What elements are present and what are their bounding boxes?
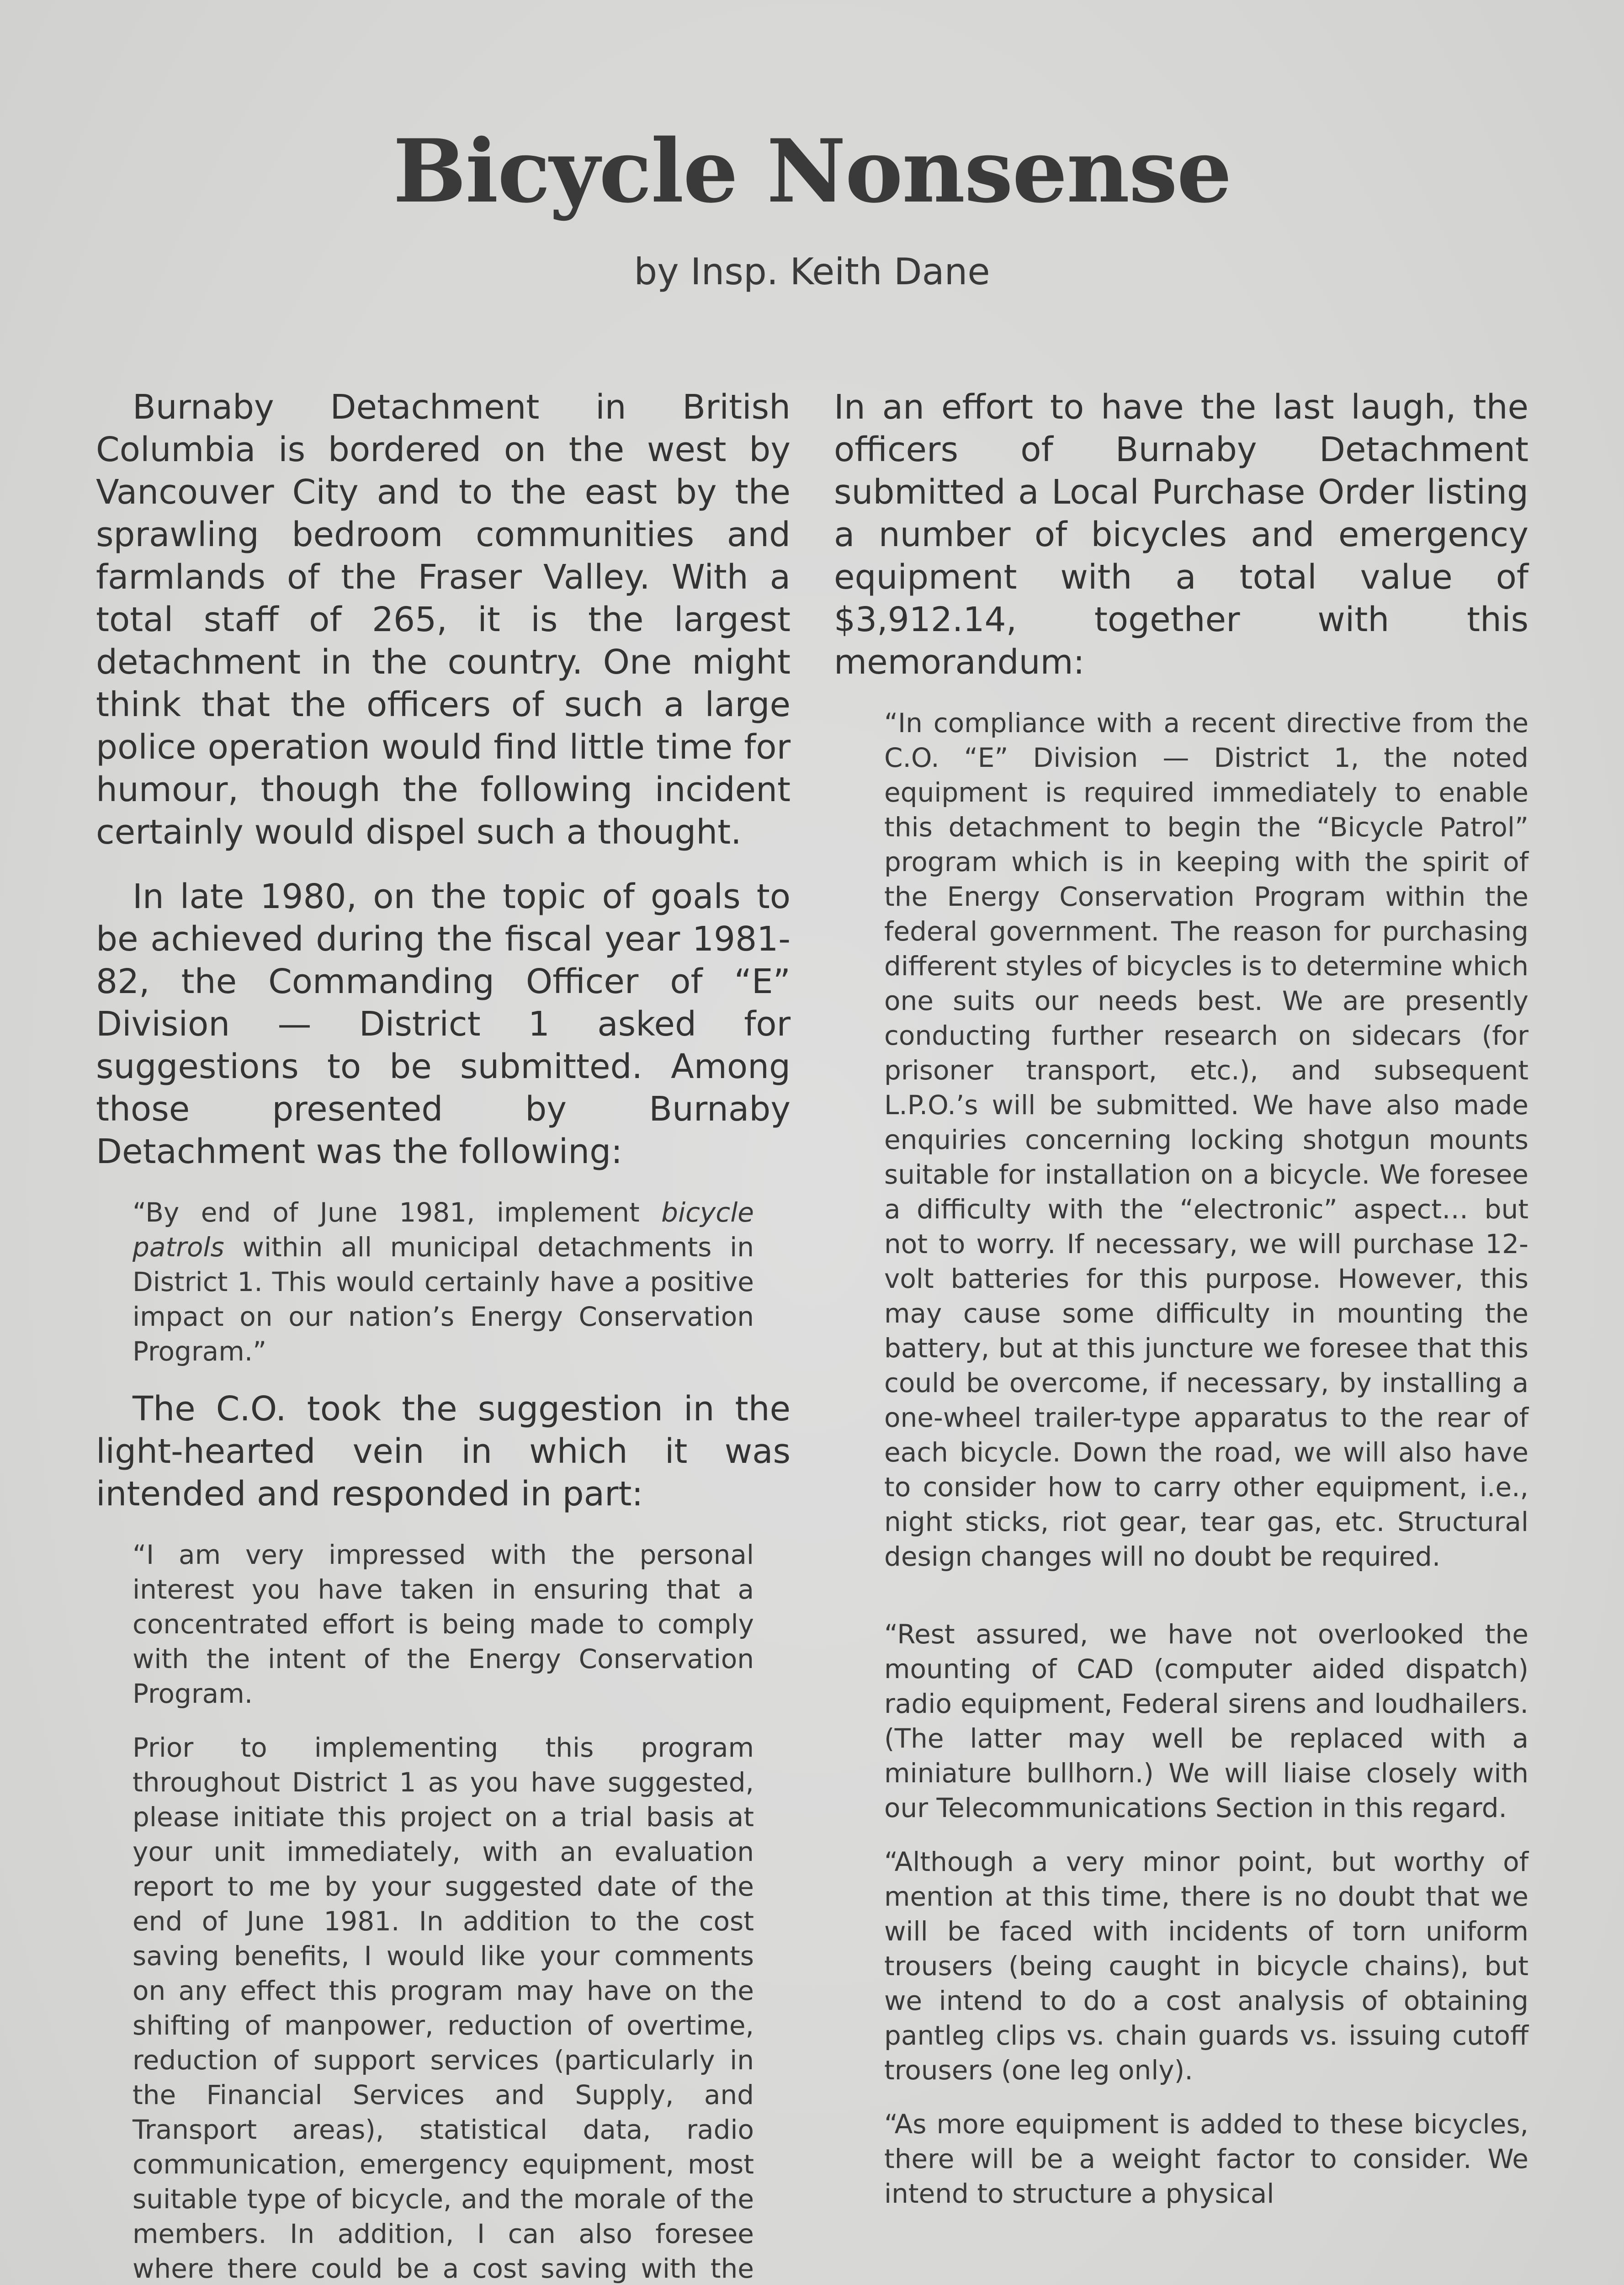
quote-text: within all municipal detachments in District 1. This would certainly have a positive impact on our nation’s Energy Conservation Program.” xyxy=(133,1232,754,1367)
quote-paragraph: “Rest assured, we have not overlooked the mounting of CAD (computer aided dispatch) radio equipment, Federal sirens and loudhailers. (The latter may well be replaced with a miniature bullhorn.) We will liaise closely with our Telecommunications Section in this regard. xyxy=(884,1619,1528,1823)
body-paragraph: In an effort to have the last laugh, the officers of Burnaby Detachment submitted a Local Purchase Order listing a number of bicycles and emergency equipment with a total value of $3,912.14, together with this memorandum: xyxy=(834,388,1528,682)
quote-paragraph: “I am very impressed with the personal interest you have taken in ensuring that a concentrated effort is being made to comply with the intent of the Energy Conservation Program. xyxy=(133,1539,754,1709)
quote-text: “By end of June 1981, implement xyxy=(133,1197,662,1228)
body-paragraph xyxy=(96,876,791,1173)
article-title: Bicycle Nonsense xyxy=(393,120,1231,222)
body-paragraph xyxy=(96,1388,791,1515)
right-column xyxy=(834,386,1528,2230)
left-column xyxy=(96,386,791,2285)
quote-paragraph: Prior to implementing this program throughout District 1 as you have suggested, please initiate this project on a trial basis at your unit immediately, with an evaluation report to me by your suggested date of the end of June 1981. In addition to the cost saving benefits, I would like your comments on any effect this program may have on the shifting of manpower, reduction of overtime, reduction of support services (particularly in the Financial Services and Supply, and Transport areas), statistical data, radio communication, emergency equipment, most suitable type of bicycle, and the morale of the members. In addition, I can also foresee where there could be a cost saving with the xyxy=(133,1732,754,2284)
body-paragraph xyxy=(96,386,791,854)
quote-paragraph: “Although a very minor point, but worthy of mention at this time, there is no doubt that we will be faced with incidents of torn uniform trousers (being caught in bicycle chains), but we intend to do a cost analysis of obtaining pantleg clips vs. chain guards vs. issuing cutoff trousers (one leg only). xyxy=(884,1846,1528,2086)
article-byline: by Insp. Keith Dane xyxy=(634,250,990,293)
paragraph-text: The C.O. took the suggestion in the light-hearted vein in which it was intended and responded in part: xyxy=(96,1389,791,1514)
paragraph-text: In late 1980, on the topic of goals to be achieved during the fiscal year 1981-82, the Commanding Officer of “E” Division — District 1 asked for suggestions to be submitted. Among those presented by Burnaby Detachment was the following: xyxy=(96,877,791,1171)
quote-paragraph xyxy=(96,1195,791,1369)
quote-italic-text: bicycle patrols xyxy=(133,1197,754,1263)
paragraph-text: Burnaby Detachment in British Columbia is bordered on the west by Vancouver City and to the east by the sprawling bedroom communities and farmlands of the Fraser Valley. With a total staff of 265, it is the largest detachment in the country. One might think that the officers of such a large police operation would find little time for humour, though the following incident certainly would dispel such a thought. xyxy=(96,388,791,852)
quote-paragraph: “In compliance with a recent directive from the C.O. “E” Division — District 1, the noted equipment is required immediately to enable this detachment to begin the “Bicycle Patrol” program which is in keeping with the spirit of the Energy Conservation Program within the federal government. The reason for purchasing different styles of bicycles is to determine which one suits our needs best. We are presently conducting further research on sidecars (for prisoner transport, etc.), and subsequent L.P.O.’s will be submitted. We have also made enquiries concerning locking shotgun mounts suitable for installation on a bicycle. We foresee a difficulty with the “electronic” aspect… but not to worry. If necessary, we will purchase 12-volt batteries for this purpose. However, this may cause some difficulty in mounting the battery, but at this juncture we foresee that this could be overcome, if necessary, by installing a one-wheel trailer-type apparatus to the rear of each bicycle. Down the road, we will also have to consider how to carry other equipment, i.e., night sticks, riot gear, tear gas, etc. Structural design changes will no doubt be required. xyxy=(884,707,1528,1572)
spacer xyxy=(834,1593,1528,1617)
quote-paragraph: “As more equipment is added to these bicycles, there will be a weight factor to consider. We intend to structure a physical xyxy=(884,2109,1528,2209)
